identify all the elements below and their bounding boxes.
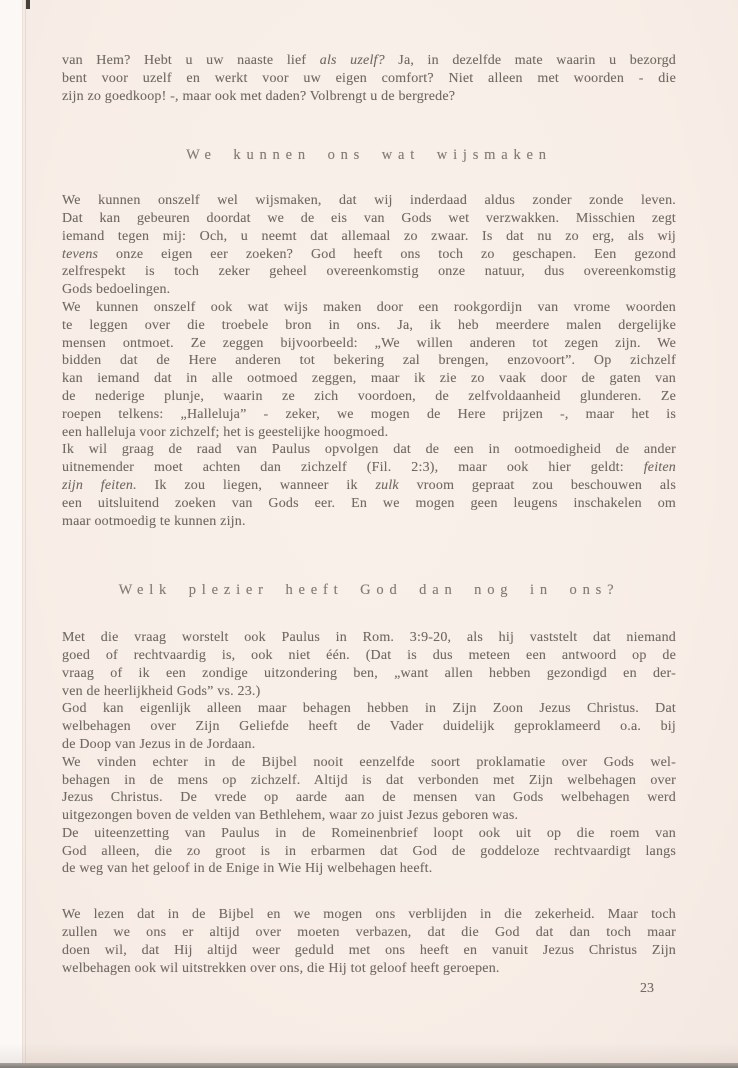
- page-number: 23: [640, 981, 654, 997]
- text-line: [62, 228, 676, 246]
- text-line: [62, 210, 676, 228]
- text-segment: Ja, in dezelfde mate waarin u bezorgd: [384, 53, 676, 68]
- text-line: [62, 860, 676, 878]
- text-segment: We kunnen onszelf ook wat wijs maken door een rookgordijn van vrome woorden: [62, 299, 676, 315]
- text-line: [62, 52, 676, 70]
- text-line: [62, 629, 676, 647]
- paragraph-closing: [62, 906, 676, 977]
- text-line: [62, 513, 676, 531]
- text-line: [62, 942, 676, 960]
- text-line: [62, 88, 676, 106]
- text-line: [62, 495, 676, 513]
- text-segment: mensen ontmoet. Ze zeggen bijvoorbeeld: „We willen anderen tot zegen zijn. We: [62, 335, 676, 351]
- paragraph-plezier-1: [62, 629, 676, 700]
- text-line: [62, 647, 676, 665]
- scan-bottom-edge: [0, 1063, 738, 1068]
- text-segment: zelfrespekt is toch zeker geheel overeenkomstig onze natuur, dus overeenkomstig: [62, 264, 676, 280]
- text-line: [62, 406, 676, 424]
- text-segment: onze eigen eer zoeken? God heeft ons toch zo geschapen. Een gezond: [98, 246, 676, 262]
- italic-text-segment: feiten: [643, 460, 676, 476]
- paragraph-plezier-3: [62, 754, 676, 825]
- text-line: [62, 700, 676, 718]
- text-segment: welbehagen ook wil uitstrekken over ons, die Hij tot geloof heeft geroepen.: [62, 960, 500, 976]
- text-line: [62, 299, 676, 317]
- text-segment: de nederige plunje, waarin ze zich voordoen, de zelfvoldaanheid glunderen. Ze: [62, 388, 676, 404]
- text-line: [62, 388, 676, 406]
- text-line: [62, 906, 676, 924]
- text-line: [62, 843, 676, 861]
- text-line: [62, 441, 676, 459]
- text-line: [62, 807, 676, 825]
- text-line: [62, 370, 676, 388]
- text-line: [62, 825, 676, 843]
- text-line: [62, 192, 676, 210]
- text-line: [62, 960, 676, 978]
- text-segment: De uiteenzetting van Paulus in de Romeinenbrief loopt ook uit op die roem van: [62, 825, 676, 841]
- text-segment: Ik zou liegen, wanneer ik: [136, 477, 376, 493]
- text-line: [62, 459, 676, 477]
- text-line: [62, 424, 676, 442]
- text-line: [62, 70, 676, 88]
- paragraph-plezier-2: [62, 700, 676, 753]
- paragraph-wijsmaken-1: [62, 192, 676, 299]
- section-heading-wijsmaken: We kunnen ons wat wijsmaken: [186, 147, 552, 164]
- text-segment: Met die vraag worstelt ook Paulus in Rom. 3:9-20, als hij vaststelt dat niemand: [62, 630, 676, 646]
- text-segment: God alleen, die zo groot is in erbarmen dat God de goddeloze rechtvaardigt langs: [62, 843, 676, 859]
- text-line: [62, 665, 676, 683]
- text-line: [62, 335, 676, 353]
- text-line: [62, 683, 676, 701]
- text-line: [62, 736, 676, 754]
- text-line: [62, 317, 676, 335]
- text-line: [62, 772, 676, 790]
- paragraph-wijsmaken-3: [62, 441, 676, 530]
- scan-corner-mark: [26, 0, 30, 9]
- text-segment: ven de heerlijkheid Gods” vs. 23.): [62, 683, 261, 699]
- text-segment: bidden dat de Here anderen tot bekering zal brengen, enzovoort”. Op zichzelf: [62, 353, 676, 369]
- paragraph-plezier-4: [62, 825, 676, 878]
- text-segment: zijn zo goedkoop! -, maar ook met daden? Volbrengt u de bergrede?: [62, 88, 456, 104]
- text-segment: Gods bedoelingen.: [62, 282, 171, 298]
- text-segment: goed of rechtvaardig is, ook niet één. (Dat is dus meteen een antwoord op de: [62, 647, 676, 663]
- text-segment: welbehagen over Zijn Geliefde heeft de Vader duidelijk geproklameerd o.a. bij: [62, 719, 676, 735]
- text-line: [62, 352, 676, 370]
- text-segment: de weg van het geloof in de Enige in Wie Hij welbehagen heeft.: [62, 861, 433, 877]
- text-line: [62, 477, 676, 495]
- text-segment: zullen we ons er altijd over moeten verbazen, dat die God dat dan toch maar: [62, 925, 676, 941]
- text-segment: We lezen dat in de Bijbel en we mogen ons verblijden in die zekerheid. Maar toch: [62, 907, 676, 923]
- text-segment: te leggen over die troebele bron in ons. Ja, ik heb meerdere malen dergelijke: [62, 317, 676, 333]
- text-segment: een uitsluitend zoeken van Gods eer. En we mogen geen leugens inschakelen om: [62, 495, 676, 511]
- text-segment: uitgezongen boven de velden van Bethlehem, waar zo juist Jezus geboren was.: [62, 808, 519, 824]
- text-line: [62, 718, 676, 736]
- text-segment: behagen in de mens op zichzelf. Altijd is dat verbonden met Zijn welbehagen over: [62, 772, 676, 788]
- paragraph-wijsmaken-2: [62, 299, 676, 441]
- text-segment: van Hem? Hebt u uw naaste lief: [62, 53, 320, 68]
- text-segment: We vinden echter in de Bijbel nooit eenzelfde soort proklamatie over Gods wel-: [62, 754, 676, 770]
- text-segment: vraag of ik een zondige uitzondering ben, „want allen hebben gezondigd en der-: [62, 665, 676, 681]
- text-segment: uitnemender moet achten dan zichzelf (Fil. 2:3), maar ook hier geldt:: [62, 460, 644, 476]
- text-segment: vroom gepraat zou beschouwen als: [398, 477, 676, 493]
- text-segment: God kan eigenlijk alleen maar behagen hebben in Zijn Zoon Jezus Christus. Dat: [62, 701, 676, 717]
- text-line: [62, 281, 676, 299]
- text-line: [62, 789, 676, 807]
- text-segment: doen wil, dat Hij altijd weer geduld met ons heeft en vanuit Jezus Christus Zijn: [62, 942, 676, 958]
- text-segment: We kunnen onszelf wel wijsmaken, dat wij inderdaad aldus zonder zonde leven.: [62, 193, 676, 209]
- text-segment: Jezus Christus. De vrede op aarde aan de mensen van Gods welbehagen werd: [62, 790, 676, 806]
- text-line: [62, 246, 676, 264]
- page-text-block: [62, 52, 676, 998]
- text-segment: Dat kan gebeuren doordat we de eis van Gods wet verzwakken. Misschien zegt: [62, 210, 676, 226]
- text-segment: een halleluja voor zichzelf; het is geestelijke hoogmoed.: [62, 424, 389, 440]
- italic-text-segment: zulk: [375, 477, 399, 493]
- scan-left-edge: [0, 0, 23, 1068]
- text-line: [62, 754, 676, 772]
- text-segment: Ik wil graag de raad van Paulus opvolgen dat de een in ootmoedigheid de ander: [62, 442, 676, 458]
- scan-bottom-shadow: [0, 1043, 738, 1063]
- text-segment: kan iemand dat in alle ootmoed zeggen, maar ik zie zo vaak door de gaten van: [62, 371, 676, 387]
- text-line: [62, 924, 676, 942]
- paragraph-intro: [62, 52, 676, 105]
- text-segment: iemand tegen mij: Och, u neemt dat allemaal zo zwaar. Is dat nu zo erg, als wij: [62, 228, 676, 244]
- text-segment: bent voor uzelf en werkt voor uw eigen comfort? Niet alleen met woorden - die: [62, 70, 676, 86]
- text-segment: maar ootmoedig te kunnen zijn.: [62, 513, 246, 529]
- italic-text-segment: tevens: [62, 246, 99, 262]
- text-segment: roepen telkens: „Halleluja” - zeker, we mogen de Here prijzen -, maar het is: [62, 406, 676, 422]
- text-segment: de Doop van Jezus in de Jordaan.: [62, 736, 256, 752]
- italic-text-segment: zijn feiten.: [62, 477, 137, 493]
- italic-text-segment: als uzelf?: [319, 53, 385, 68]
- text-line: [62, 263, 676, 281]
- section-heading-plezier: Welk plezier heeft God dan nog in ons?: [118, 582, 620, 599]
